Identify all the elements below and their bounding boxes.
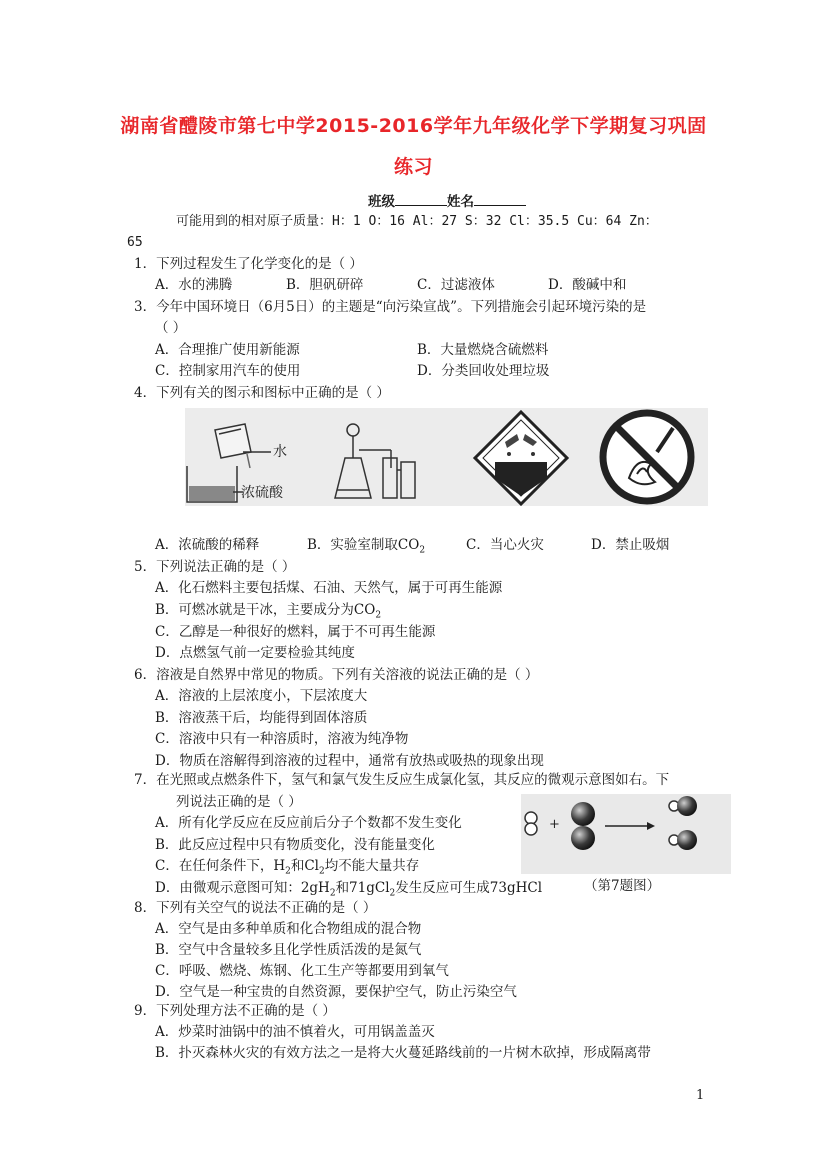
q5-option-b	[155, 601, 381, 625]
q1-option-d: D．酸碱中和	[548, 277, 627, 293]
q7-d-mid: 和71gCl	[335, 880, 390, 896]
q5-option-d: D．点燃氢气前一定要检验其纯度	[155, 645, 355, 661]
q4-option-a: A．浓硫酸的稀释	[155, 537, 260, 553]
q7-reaction-figure	[521, 794, 731, 874]
q1-option-b: B．胆矾研碎	[286, 277, 364, 293]
q6-option-c: C．溶液中只有一种溶质时，溶液为纯净物	[155, 731, 409, 747]
no-smoking-icon	[603, 413, 691, 501]
q6-option-d: D．物质在溶解得到溶液的过程中，通常有放热或吸热的现象出现	[155, 753, 544, 769]
class-blank[interactable]	[395, 191, 447, 206]
hcl-molecule-2	[669, 830, 697, 850]
q9-stem: 9．下列处理方法不正确的是（ ）	[134, 1003, 336, 1019]
q7-c-sub1: 2	[285, 866, 291, 877]
hcl-molecule-1	[669, 796, 697, 816]
q7-d-pre: D．由微观示意图可知：2gH	[155, 880, 330, 896]
fig-label-water: 水	[273, 444, 287, 460]
plus-sign: +	[549, 817, 560, 832]
q4-stem: 4．下列有关的图示和图标中正确的是（ ）	[134, 385, 390, 401]
q5-option-c: C．乙醇是一种很好的燃料，属于不可再生能源	[155, 624, 436, 640]
q7-option-a: A．所有化学反应在反应前后分子个数都不发生变化	[155, 815, 462, 831]
q3-option-b: B．大量燃烧含硫燃料	[417, 342, 549, 358]
hydrogen-molecule	[525, 812, 537, 835]
q7-d-sub1: 2	[329, 888, 336, 899]
atomic-mass-line2: 65	[127, 235, 143, 250]
q7-option-b: B．此反应过程中只有物质变化，没有能量变化	[155, 837, 435, 853]
q8-stem: 8．下列有关空气的说法不正确的是（ ）	[134, 900, 377, 916]
q8-option-a: A．空气是由多种单质和化合物组成的混合物	[155, 921, 422, 937]
q7-d-post: 发生反应可生成73gHCl	[395, 880, 543, 896]
reaction-arrow	[605, 822, 655, 830]
q7-c-pre: C．在任何条件下，H	[155, 858, 286, 874]
q4-option-d: D．禁止吸烟	[591, 537, 670, 553]
q3-option-c: C．控制家用汽车的使用	[155, 363, 301, 379]
q7-stem-line2: 列说法正确的是（ ）	[176, 794, 302, 810]
q4-option-b	[307, 536, 425, 560]
class-name-fields	[368, 191, 526, 211]
q9-option-a: A．炒菜时油锅中的油不慎着火，可用锅盖盖灭	[155, 1024, 435, 1040]
q7-stem: 7．在光照或点燃条件下，氢气和氯气发生反应生成氯化氢，其反应的微观示意图如右。下	[134, 772, 670, 788]
q3-option-a: A．合理推广使用新能源	[155, 342, 300, 358]
q8-option-d: D．空气是一种宝贵的自然资源，要保护空气，防止污染空气	[155, 984, 517, 1000]
q3-option-d: D．分类回收处理垃圾	[417, 363, 550, 379]
document-title-line1: 湖南省醴陵市第七中学2015-2016学年九年级化学下学期复习巩固	[120, 115, 707, 137]
atomic-mass-line1: 可能用到的相对原子质量：H：1 O：16 Al：27 S：32 Cl：35.5 Cu：64 Zn：	[176, 214, 658, 229]
name-blank[interactable]	[474, 191, 526, 206]
q7-option-c	[155, 857, 419, 881]
q4-figure-strip	[185, 408, 708, 506]
q4-option-c: C．当心火灾	[466, 537, 544, 553]
co2-apparatus-illustration	[335, 424, 415, 498]
fig-label-acid: 浓硫酸	[241, 485, 283, 501]
q4-option-b-text: B．实验室制取CO	[307, 537, 420, 553]
q7-c-sub2: 2	[319, 866, 325, 877]
q6-option-b: B．溶液蒸干后，均能得到固体溶质	[155, 710, 368, 726]
chlorine-molecule	[571, 802, 595, 850]
q1-option-a: A．水的沸腾	[155, 277, 233, 293]
q9-option-b: B．扑灭森林火灾的有效方法之一是将大火蔓延路线前的一片树木砍掉，形成隔离带	[155, 1045, 651, 1061]
class-label: 班级	[368, 194, 395, 210]
q7-c-post: 均不能大量共存	[324, 858, 420, 874]
q6-option-a: A．溶液的上层浓度小，下层浓度大	[155, 688, 368, 704]
name-label: 姓名	[447, 194, 474, 210]
q5-option-b-text: B．可燃冰就是干冰，主要成分为CO	[155, 602, 376, 618]
q8-option-b: B．空气中含量较多且化学性质活泼的是氮气	[155, 942, 422, 958]
q4-figure-drawings	[185, 408, 708, 506]
q7-c-mid: 和Cl	[290, 858, 319, 874]
reaction-diagram	[521, 794, 731, 874]
q8-option-c: C．呼吸、燃烧、炼钢、化工生产等都要用到氧气	[155, 963, 449, 979]
q3-paren: （ ）	[155, 320, 187, 336]
q4-option-b-sub: 2	[419, 545, 426, 556]
q5-stem: 5．下列说法正确的是（ ）	[134, 559, 296, 575]
q6-stem: 6．溶液是自然界中常见的物质。下列有关溶液的说法正确的是（ ）	[134, 667, 539, 683]
q7-d-sub2: 2	[389, 888, 396, 899]
corrosive-warning-icon	[475, 412, 567, 504]
q3-stem: 3．今年中国环境日（6月5日）的主题是“向污染宣战”。下列措施会引起环境污染的是	[134, 299, 647, 315]
q5-option-a: A．化石燃料主要包括煤、石油、天然气，属于可再生能源	[155, 580, 503, 596]
page-number: 1	[696, 1088, 705, 1103]
q1-stem: 1．下列过程发生了化学变化的是（ ）	[134, 256, 363, 272]
q7-figure-caption: （第7题图）	[584, 878, 661, 894]
q5-option-b-sub: 2	[375, 610, 382, 621]
document-title-line2: 练习	[393, 156, 433, 178]
q1-option-c: C．过滤液体	[417, 277, 495, 293]
